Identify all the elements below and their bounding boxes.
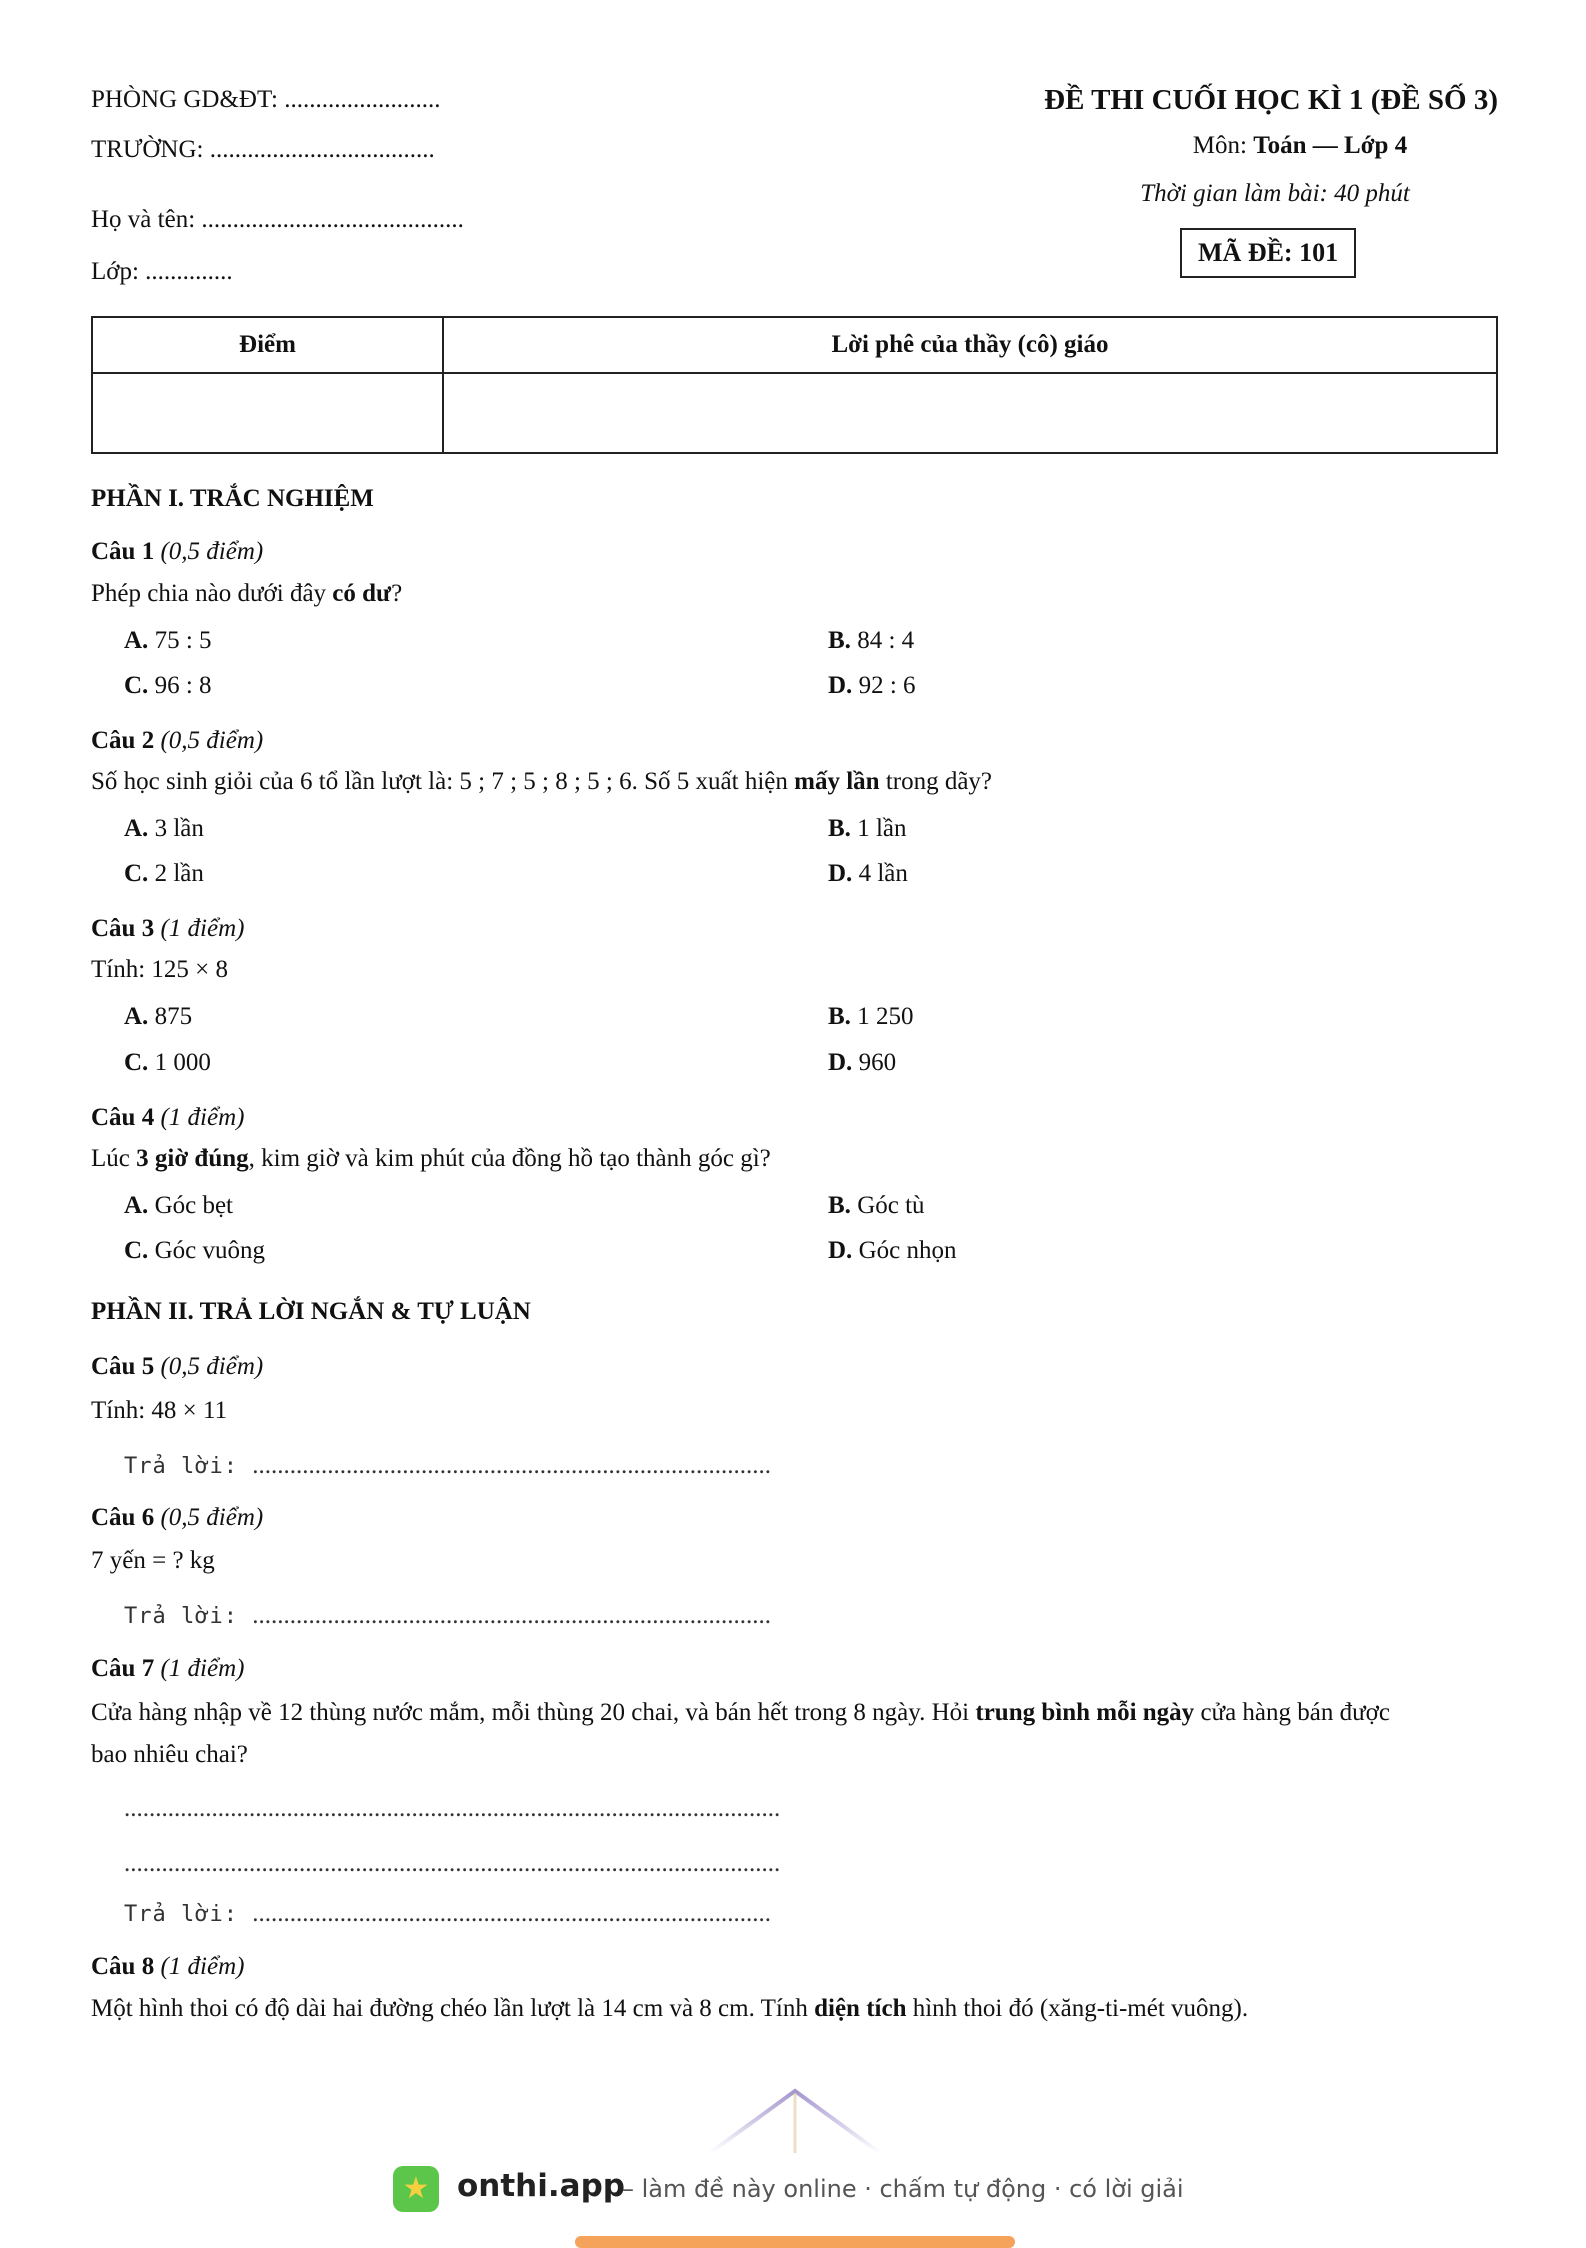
question-label: Câu 2	[91, 727, 155, 754]
option-1d[interactable]	[828, 672, 916, 700]
option-key: D.	[828, 860, 853, 887]
question-8-heading	[91, 1953, 244, 1981]
question-label: Câu 1	[91, 538, 155, 565]
option-4a[interactable]	[124, 1192, 233, 1220]
question-7-text-line2: bao nhiêu chai?	[91, 1741, 248, 1768]
text-part: , kim giờ và kim phút của đồng hồ tạo thành góc gì?	[248, 1145, 771, 1172]
question-6-heading	[91, 1504, 263, 1532]
option-key: C.	[124, 1237, 149, 1264]
text-part: cửa hàng bán được	[1194, 1699, 1390, 1726]
option-value: 1 lần	[857, 815, 907, 842]
option-key: B.	[828, 1192, 851, 1219]
option-key: D.	[828, 672, 853, 699]
option-key: C.	[124, 860, 149, 887]
text-emphasis: có dư	[332, 580, 392, 607]
question-6-text: 7 yến = ? kg	[91, 1547, 215, 1574]
question-5-heading	[91, 1353, 263, 1381]
question-1-heading	[91, 538, 263, 566]
option-4c[interactable]	[124, 1237, 265, 1265]
part1-title: PHẦN I. TRẮC NGHIỆM	[91, 485, 374, 512]
subject-name: Toán — Lớp 4	[1253, 132, 1408, 159]
question-4-text	[91, 1145, 771, 1173]
question-5-text: Tính: 48 × 11	[91, 1397, 228, 1424]
option-value: Góc bẹt	[154, 1192, 234, 1219]
question-4-heading	[91, 1104, 244, 1132]
footer-tagline: – làm đề này online · chấm tự động · có lời giải	[622, 2175, 1184, 2203]
answer-label: Trả lời:	[124, 1902, 253, 1927]
part2-title: PHẦN II. TRẢ LỜI NGẮN & TỰ LUẬN	[91, 1298, 531, 1325]
option-4b[interactable]	[828, 1192, 925, 1220]
question-points: (1 điểm)	[160, 1953, 245, 1980]
option-key: A.	[124, 1003, 149, 1030]
question-label: Câu 7	[91, 1655, 155, 1682]
question-points: (0,5 điểm)	[160, 727, 264, 754]
school-department: PHÒNG GD&ĐT: .........................	[91, 86, 441, 113]
option-1a[interactable]	[124, 627, 212, 655]
option-key: A.	[124, 627, 149, 654]
text-part: Lúc	[91, 1145, 137, 1172]
question-3-heading	[91, 915, 244, 943]
question-1-text	[91, 580, 402, 608]
option-value: 84 : 4	[857, 627, 915, 654]
star-icon: ★	[402, 2171, 430, 2206]
question-points: (0,5 điểm)	[160, 1504, 264, 1531]
question-2-heading	[91, 727, 263, 755]
option-value: 875	[154, 1003, 193, 1030]
option-value: 4 lần	[858, 860, 908, 887]
logo-badge[interactable]	[393, 2166, 439, 2212]
option-key: B.	[828, 627, 851, 654]
option-value: 1 000	[154, 1049, 211, 1076]
text-emphasis: mấy lần	[794, 768, 880, 795]
question-3-text	[91, 956, 228, 984]
option-3b[interactable]	[828, 1003, 913, 1031]
student-name: Họ và tên: ..........................................	[91, 206, 464, 233]
question-label: Câu 3	[91, 915, 155, 942]
option-4d[interactable]	[828, 1237, 956, 1265]
score-header: Điểm	[92, 317, 443, 373]
option-2c[interactable]	[124, 860, 204, 888]
rhombus-figure-icon	[700, 2085, 900, 2155]
question-points: (1 điểm)	[160, 1655, 245, 1682]
option-value: 96 : 8	[154, 672, 212, 699]
option-value: Góc nhọn	[858, 1237, 957, 1264]
option-key: D.	[828, 1237, 853, 1264]
option-value: 92 : 6	[858, 672, 916, 699]
answer-label: Trả lời:	[124, 1604, 253, 1629]
option-value: Góc tù	[857, 1192, 925, 1219]
question-label: Câu 5	[91, 1353, 155, 1380]
answer-line-5[interactable]	[124, 1452, 771, 1480]
option-3c[interactable]	[124, 1049, 211, 1077]
question-7-text	[91, 1699, 1390, 1727]
exam-subject	[1100, 132, 1500, 160]
option-key: B.	[828, 815, 851, 842]
option-2d[interactable]	[828, 860, 908, 888]
option-value: 3 lần	[154, 815, 204, 842]
question-points: (0,5 điểm)	[160, 1353, 264, 1380]
score-cell	[92, 373, 443, 453]
score-table	[91, 316, 1498, 454]
brand-name[interactable]: onthi.app	[457, 2168, 625, 2204]
text-part: hình thoi đó (xăng-ti-mét vuông).	[906, 1995, 1249, 2022]
answer-line-6[interactable]	[124, 1602, 771, 1630]
option-value: 75 : 5	[154, 627, 212, 654]
option-1b[interactable]	[828, 627, 914, 655]
question-7-heading	[91, 1655, 244, 1683]
comment-cell	[443, 373, 1497, 453]
option-key: A.	[124, 1192, 149, 1219]
question-8-text	[91, 1995, 1248, 2023]
text-part: Tính: 125 × 8	[91, 956, 229, 983]
work-line-2[interactable]: .........................................................................................................	[124, 1850, 781, 1877]
text-emphasis: diện tích	[814, 1995, 907, 2022]
question-label: Câu 8	[91, 1953, 155, 1980]
question-points: (1 điểm)	[160, 915, 245, 942]
option-3d[interactable]	[828, 1049, 896, 1077]
option-value: 2 lần	[154, 860, 204, 887]
answer-dots: ...................................................................................	[252, 1900, 771, 1927]
answer-label: Trả lời:	[124, 1454, 253, 1479]
option-value: 960	[858, 1049, 897, 1076]
comment-header: Lời phê của thầy (cô) giáo	[443, 317, 1497, 373]
answer-dots: ...................................................................................	[252, 1602, 771, 1629]
option-key: D.	[828, 1049, 853, 1076]
exam-time: Thời gian làm bài: 40 phút	[1140, 180, 1410, 207]
text-part: ?	[391, 580, 403, 607]
question-2-text	[91, 768, 992, 796]
text-part: Phép chia nào dưới đây	[91, 580, 333, 607]
option-key: C.	[124, 672, 149, 699]
option-2b[interactable]	[828, 815, 906, 843]
answer-dots: ...................................................................................	[252, 1452, 771, 1479]
text-part: Một hình thoi có độ dài hai đường chéo lần lượt là 14 cm và 8 cm. Tính	[91, 1995, 815, 2022]
text-part: Cửa hàng nhập về 12 thùng nước mắm, mỗi thùng 20 chai, và bán hết trong 8 ngày. Hỏi	[91, 1699, 976, 1726]
option-2a[interactable]	[124, 815, 204, 843]
subject-prefix: Môn:	[1192, 132, 1254, 159]
text-part: trong dãy?	[879, 768, 993, 795]
option-key: B.	[828, 1003, 851, 1030]
option-1c[interactable]	[124, 672, 212, 700]
question-points: (1 điểm)	[160, 1104, 245, 1131]
question-label: Câu 4	[91, 1104, 155, 1131]
question-label: Câu 6	[91, 1504, 155, 1531]
question-points: (0,5 điểm)	[160, 538, 264, 565]
exam-code: MÃ ĐỀ: 101	[1180, 228, 1356, 278]
option-value: Góc vuông	[154, 1237, 265, 1264]
answer-line-7[interactable]	[124, 1900, 771, 1928]
text-emphasis: 3 giờ đúng	[136, 1145, 249, 1172]
exam-title: ĐỀ THI CUỐI HỌC KÌ 1 (ĐỀ SỐ 3)	[1044, 84, 1498, 116]
student-class: Lớp: ..............	[91, 258, 233, 285]
work-line-1[interactable]: .........................................................................................................	[124, 1795, 781, 1822]
text-emphasis: trung bình mỗi ngày	[975, 1699, 1195, 1726]
text-part: Số học sinh giỏi của 6 tổ lần lượt là: 5 ; 7 ; 5 ; 8 ; 5 ; 6. Số 5 xuất hiện	[91, 768, 795, 795]
option-value: 1 250	[857, 1003, 914, 1030]
option-3a[interactable]	[124, 1003, 192, 1031]
option-key: C.	[124, 1049, 149, 1076]
option-key: A.	[124, 815, 149, 842]
school-name: TRƯỜNG: ....................................	[91, 136, 435, 163]
cta-button[interactable]	[575, 2236, 1015, 2248]
